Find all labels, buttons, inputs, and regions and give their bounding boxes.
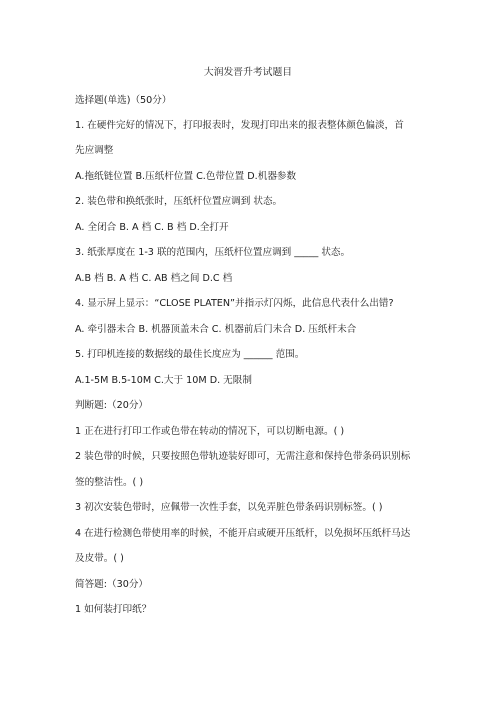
section-heading-judge: 判断题:（20分） (75, 400, 149, 411)
judge-3: 3 初次安装色带时，应佩带一次性手套，以免弄脏色带条码识别标签。( ) (75, 502, 383, 513)
judge-1: 1 正在进行打印工作或色带在转动的情况下，可以切断电源。( ) (75, 426, 345, 437)
question-1-line1: 1. 在硬件完好的情况下，打印报表时，发现打印出来的报表整体颜色偏淡，首 (75, 120, 404, 131)
question-3: 3. 纸张厚度在 1-3 联的范围内，压纸杆位置应调到 _____ 状态。 (75, 247, 351, 258)
document-title: 大润发晋升考试题目 (203, 67, 293, 78)
question-3-options: A.B 档 B. A 档 C. AB 档之间 D.C 档 (75, 273, 233, 284)
question-2: 2. 装色带和换纸张时，压纸杆位置应调到 状态。 (75, 196, 283, 207)
question-4: 4. 显示屏上显示：“CLOSE PLATEN”并指示灯闪烁，此信息代表什么出错? (75, 298, 394, 309)
judge-2-line2: 签的整洁性。( ) (75, 477, 144, 488)
judge-4-line1: 4 在进行检测色带使用率的时候，不能开启或硬开压纸杆，以免损坏压纸杆马达 (75, 528, 411, 539)
short-answer-1: 1 如何装打印纸？ (75, 604, 152, 615)
question-1-options: A.拖纸链位置 B.压纸杆位置 C.色带位置 D.机器参数 (75, 171, 297, 182)
section-heading-choice: 选择题(单选)（50分） (75, 95, 172, 106)
judge-4-line2: 及皮带。( ) (75, 553, 124, 564)
question-5: 5. 打印机连接的数据线的最佳长度应为 ______ 范围。 (75, 349, 305, 360)
question-5-options: A.1-5M B.5-10M C.大于 10M D. 无限制 (75, 375, 252, 386)
question-2-options: A. 全闭合 B. A 档 C. B 档 D.全打开 (75, 222, 229, 233)
question-4-options: A. 牵引器未合 B. 机器顶盖未合 C. 机器前后门未合 D. 压纸杆未合 (75, 324, 357, 335)
section-heading-short-answer: 简答题:（30分） (75, 579, 149, 590)
judge-2-line1: 2 装色带的时候，只要按照色带轨迹装好即可，无需注意和保持色带条码识别标 (75, 451, 411, 462)
question-1-line2: 先应调整 (75, 145, 114, 156)
